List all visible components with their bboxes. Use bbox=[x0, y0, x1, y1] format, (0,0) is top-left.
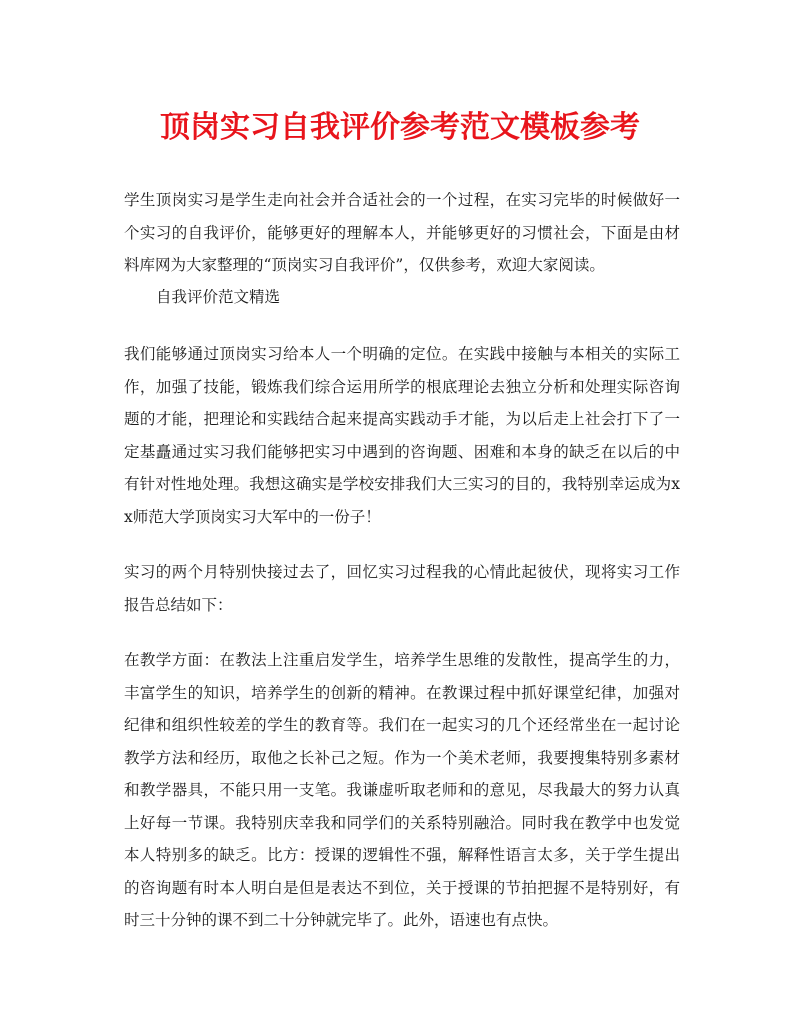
section-heading: 自我评价范文精选 bbox=[156, 288, 281, 306]
body-paragraph: 我们能够通过顶岗实习给本人一个明确的定位。在实践中接触与本相关的实际工作，加强了技能，锻炼我们综合运用所学的根底理论去独立分析和处理实际咨询题的才能，把理论和实践结合起来提高实践动手才能，为以后走上社会打下了一定基矗通过实习我们能够把实习中遇到的咨询题、困难和本身的缺乏在以后的中有针对性地处理。我想这确实是学校安排我们大三实习的目的，我特别幸运成为xx师范大学顶岗实习大军中的一份子！ bbox=[124, 345, 680, 526]
intro-paragraph: 学生顶岗实习是学生走向社会并合适社会的一个过程，在实习完毕的时候做好一个实习的自我评价，能够更好的理解本人，并能够更好的习惯社会，下面是由材料库网为大家整理的“顶岗实习自我评价”，仅供参考，欢迎大家阅读。 bbox=[124, 191, 680, 274]
document-title: 顶岗实习自我评价参考范文模板参考 bbox=[160, 110, 640, 145]
body-paragraph: 在教学方面：在教法上注重启发学生，培养学生思维的发散性，提高学生的力，丰富学生的知识，培养学生的创新的精神。在教课过程中抓好课堂纪律，加强对纪律和组织性较差的学生的教育等。我们在一起实习的几个还经常坐在一起讨论教学方法和经历，取他之长补己之短。作为一个美术老师，我要搜集特别多素材和教学器具，不能只用一支笔。我谦虚听取老师和的意见，尽我最大的努力认真上好每一节课。我特别庆幸我和同学们的关系特别融洽。同时我在教学中也发觉本人特别多的缺乏。比方：授课的逻辑性不强，解释性语言太多，关于学生提出的咨询题有时本人明白是但是表达不到位，关于授课的节拍把握不是特别好，有时三十分钟的课不到二十分钟就完毕了。此外，语速也有点快。 bbox=[124, 651, 680, 929]
body-paragraph: 实习的两个月特别快接过去了，回忆实习过程我的心情此起彼伏，现将实习工作报告总结如下： bbox=[124, 563, 680, 614]
